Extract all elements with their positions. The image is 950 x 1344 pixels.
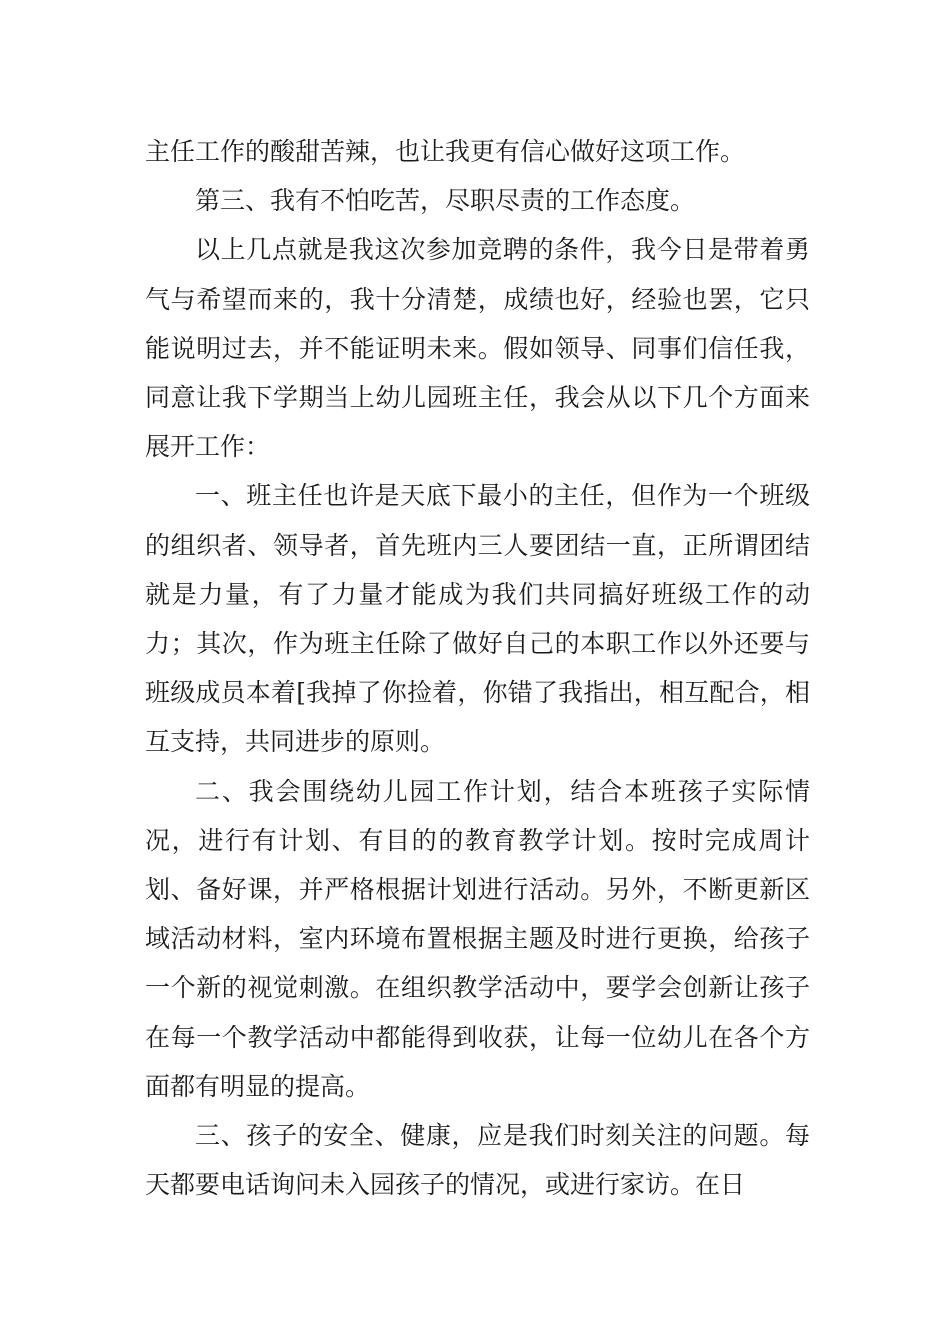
paragraph-plan-one: 一、班主任也许是天底下最小的主任，但作为一个班级的组织者、领导者，首先班内三人要团结一直，正所谓团结就是力量，有了力量才能成为我们共同搞好班级工作的动力；其次，作为班主任除了做好自己的本职工作以外还要与班级成员本着[我掉了你捡着，你错了我指出，相互配合，相互支持，共同进步的原则。 xyxy=(145,481,810,757)
paragraph-conditions-summary: 以上几点就是我这次参加竞聘的条件，我今日是带着勇气与希望而来的，我十分清楚，成绩也好，经验也罢，它只能说明过去，并不能证明未来。假如领导、同事们信任我，同意让我下学期当上幼儿园班主任，我会从以下几个方面来展开工作： xyxy=(145,235,810,462)
paragraph-plan-two: 二、我会围绕幼儿园工作计划，结合本班孩子实际情况，进行有计划、有目的的教育教学计划。按时完成周计划、备好课，并严格根据计划进行活动。另外，不断更新区域活动材料，室内环境布置根据主题及时进行更换，给孩子一个新的视觉刺激。在组织教学活动中，要学会创新让孩子在每一个教学活动中都能得到收获，让每一位幼儿在各个方面都有明显的提高。 xyxy=(145,776,810,1101)
document-body xyxy=(145,127,810,1209)
paragraph-third-point: 第三、我有不怕吃苦，尽职尽责的工作态度。 xyxy=(195,186,696,216)
paragraph-continuation: 主任工作的酸甜苦辣，也让我更有信心做好这项工作。 xyxy=(145,137,746,166)
paragraph-plan-three: 三、孩子的安全、健康，应是我们时刻关注的问题。每天都要电话询问未入园孩子的情况，或进行家访。在日 xyxy=(145,1121,810,1200)
